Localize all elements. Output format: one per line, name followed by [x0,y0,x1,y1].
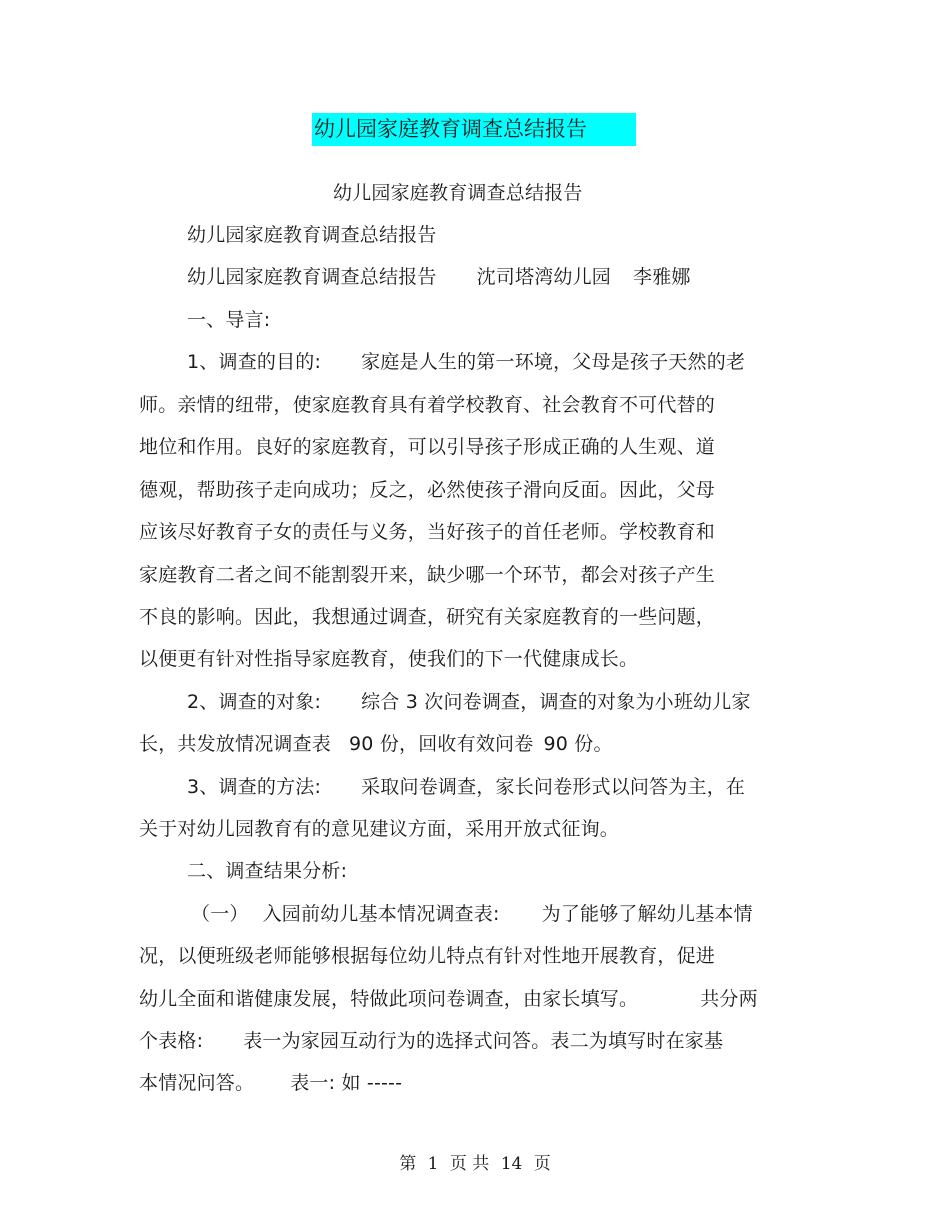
subtitle: 幼儿园家庭教育调查总结报告 [333,182,583,204]
method-label: 3、调查的方法: [187,776,322,798]
part1-title: 入园前幼儿基本情况调查表: [262,903,500,925]
part1-text: 为了能够了解幼儿基本情 [541,903,753,925]
part1-text: 个表格: [139,1030,204,1052]
part1-third-line [139,986,758,1012]
purpose-text-line: 以便更有针对性指导家庭教育，使我们的下一代健康成长。 [139,648,639,670]
part1-fifth-line [139,1070,402,1096]
part1-text: 共分两 [700,988,758,1010]
subjects-first-line [187,689,751,715]
highlighted-title: 幼儿园家庭教育调查总结报告 [312,113,636,146]
part1-text: 表一: 如 ----- [290,1072,403,1094]
part1-text: 本情况问答。 [139,1072,255,1094]
heading-repeat: 幼儿园家庭教育调查总结报告 [187,224,437,246]
subjects-text-b: 90 份，回收有效问卷 [349,733,534,755]
subjects-text-a: 长，共发放情况调查表 [139,733,332,755]
subjects-second-line [139,731,613,757]
subjects-text: 综合 3 次问卷调查，调查的对象为小班幼儿家 [361,691,751,713]
page-footer [0,1152,950,1176]
subjects-text-c: 90 份。 [543,733,613,755]
byline [187,264,691,290]
method-first-line [187,774,745,800]
section1-heading: 一、导言: [187,309,271,331]
subjects-label: 2、调查的对象: [187,691,322,713]
footer-middle: 页 共 [449,1154,490,1174]
purpose-text-line: 家庭教育二者之间不能割裂开来，缺少哪一个环节，都会对孩子产生 [139,564,716,586]
purpose-label: 1、调查的目的: [187,351,322,373]
footer-suffix: 页 [533,1154,551,1174]
part1-first-line [191,901,753,927]
part1-fourth-line [139,1028,723,1054]
purpose-text-line: 家庭是人生的第一环境，父母是孩子天然的老 [361,351,746,373]
part1-text: 表一为家园互动行为的选择式问答。表二为填写时在家基 [243,1030,724,1052]
byline-author: 李雅娜 [633,266,691,288]
byline-title: 幼儿园家庭教育调查总结报告 [187,266,437,288]
footer-page-number: 1 [427,1154,439,1174]
part1-text: 况，以便班级老师能够根据每位幼儿特点有针对性地开展教育，促进 [139,945,716,967]
purpose-text-line: 地位和作用。良好的家庭教育，可以引导孩子形成正确的人生观、道 [139,436,716,458]
method-text: 采取问卷调查，家长问卷形式以问答为主，在 [361,776,746,798]
footer-prefix: 第 [399,1154,417,1174]
purpose-text-line: 师。亲情的纽带，使家庭教育具有着学校教育、社会教育不可代替的 [139,394,716,416]
byline-school: 沈司塔湾幼儿园 [476,266,612,288]
method-text: 关于对幼儿园教育有的意见建议方面，采用开放式征询。 [139,818,620,840]
purpose-text-line: 德观，帮助孩子走向成功；反之，必然使孩子滑向反面。因此，父母 [139,479,716,501]
part1-label: （一） [191,903,249,925]
part1-text: 幼儿全面和谐健康发展，特做此项问卷调查，由家长填写。 [139,988,639,1010]
purpose-text-line: 不良的影响。因此，我想通过调查，研究有关家庭教育的一些问题， [139,606,716,628]
purpose-text-line: 应该尽好教育子女的责任与义务，当好孩子的首任老师。学校教育和 [139,521,716,543]
purpose-first-line [187,349,745,375]
section2-heading: 二、调查结果分析: [187,860,348,882]
footer-total-pages: 14 [500,1154,523,1174]
